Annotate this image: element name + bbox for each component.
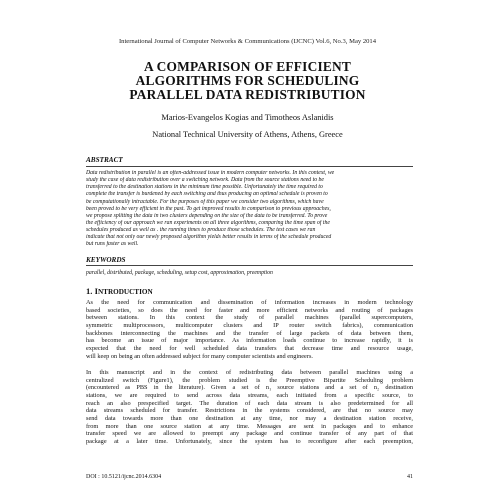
body-line: transfer speed we are allowed to preempt any package and continue transfer of any part of that (86, 430, 413, 438)
intro-paragraph-2 (86, 369, 413, 446)
abstract-text (86, 170, 413, 248)
abstract-line: transferred to the destination stations in the minimum time possible. Unfortunately the time required to (86, 184, 323, 191)
body-line: based societies, so does the need for faster and more efficient networks and routing of packages (86, 306, 413, 314)
abstract-line: indicate that not only our newly proposed algorithm yields better results in terms of the schedule produced (86, 234, 332, 241)
abstract-rule (86, 166, 413, 167)
section-heading (86, 286, 153, 296)
abstract-line: been proved to be very efficient in the past. To get improved results in comparison to previous approaches, (86, 205, 331, 212)
body-line: will keep on being an often addressed subject for many computer scientists and engineers. (86, 352, 313, 360)
body-line: package at a later time. Unfortunately, since the system has to reconfigure after each preemption, (86, 437, 413, 445)
body-line: backbones interconnecting the machines and the transfer of large packets of data between them, (86, 329, 413, 337)
title-line: PARALLEL DATA REDISTRIBUTION (129, 87, 366, 103)
body-line: stations, we are required to send across data streams, each initiated from a specific source, to (86, 391, 413, 399)
body-line: between stations. In this context the study of parallel machines (parallel supercomputers, (86, 314, 413, 322)
page-number: 41 (407, 474, 413, 480)
body-line: expected that the need for well scheduled data transfers that decrease time and resource usage, (86, 344, 413, 352)
abstract-line: study the case of data redistribution over a switching network. Data from the source stations need to be (86, 177, 324, 184)
affiliation: National Technical University of Athens, Athens, Greece (152, 130, 343, 139)
authors: Marios-Evangelos Kogias and Timotheos Aslanidis (161, 113, 334, 122)
abstract-line: Data redistribution in parallel is an often-addressed issue in modern computer networks. In this context, we (86, 170, 335, 176)
title-line: ALGORITHMS FOR SCHEDULING (135, 73, 360, 89)
keywords-heading: KEYWORDS (86, 256, 126, 264)
abstract-line: schedules produced as well as . the running times to produce those schedules. The test cases we ran (86, 227, 316, 233)
body-line: (encountered as PBS in the literature). Given a set of n₁ source stations and a set of n₂ destination (86, 384, 413, 392)
abstract-line: the efficiency of our approach we ran experiments on all three algorithms, comparing the time span of the (86, 219, 330, 226)
keywords-rule (86, 265, 413, 266)
journal-header: International Journal of Computer Networks & Communications (IJCNC) Vol.6, No.3, May 2014 (118, 38, 377, 45)
body-line: As the need for communication and dissemination of information increases in modern technology (86, 299, 413, 306)
abstract-line: but runs faster as well. (86, 241, 139, 248)
section-number: 1. (86, 286, 93, 296)
abstract-line: complete the transfer is burdened by each switching and thus producing an optimal schedule is proven to (86, 191, 328, 198)
body-line: reach an also prespecified target. The duration of each data stream is also predetermined for all (86, 399, 413, 407)
body-line: has become an issue of major importance. As information loads continue to increase rapidly, it is (86, 337, 413, 345)
body-line: In this manuscript and in the context of redistributing data between parallel machines using a (86, 369, 413, 376)
body-line: from more than one source station at any time. Messages are sent in packages and to enhance (86, 422, 413, 430)
body-line: send data towards more than one destination at any time, nor may a destination station receive, (86, 414, 413, 422)
body-line: data streams scheduled for transfer. Restrictions in the systems considered, are that no source may (86, 407, 413, 415)
abstract-line: we propose splitting the data in two clusters depending on the size of the data to be transferred. To prove (86, 212, 328, 219)
body-line: symmetric multiprocessors, multicomputer clusters and IP router switch fabrics), communication (86, 321, 413, 329)
intro-paragraph-1 (86, 299, 413, 360)
doi-label: DOI : 10.5121/ijcnc.2014.6304 (86, 474, 162, 480)
title-line: A COMPARISON OF EFFICIENT (144, 59, 351, 74)
section-title-initial: I (94, 286, 98, 296)
keywords-text: parallel, distributed, package, scheduling, setup cost, approximation, preemption (86, 270, 273, 276)
body-line: centralized switch (Figure1), the problem studied is the Preemptive Bipartite Scheduling problem (86, 376, 413, 384)
abstract-line: be computationally intractable. For the purposes of this paper we consider two algorithms, which have (86, 198, 324, 205)
abstract-heading: ABSTRACT (86, 156, 123, 164)
paper-title (0, 60, 495, 103)
section-title-rest: NTRODUCTION (97, 288, 153, 296)
